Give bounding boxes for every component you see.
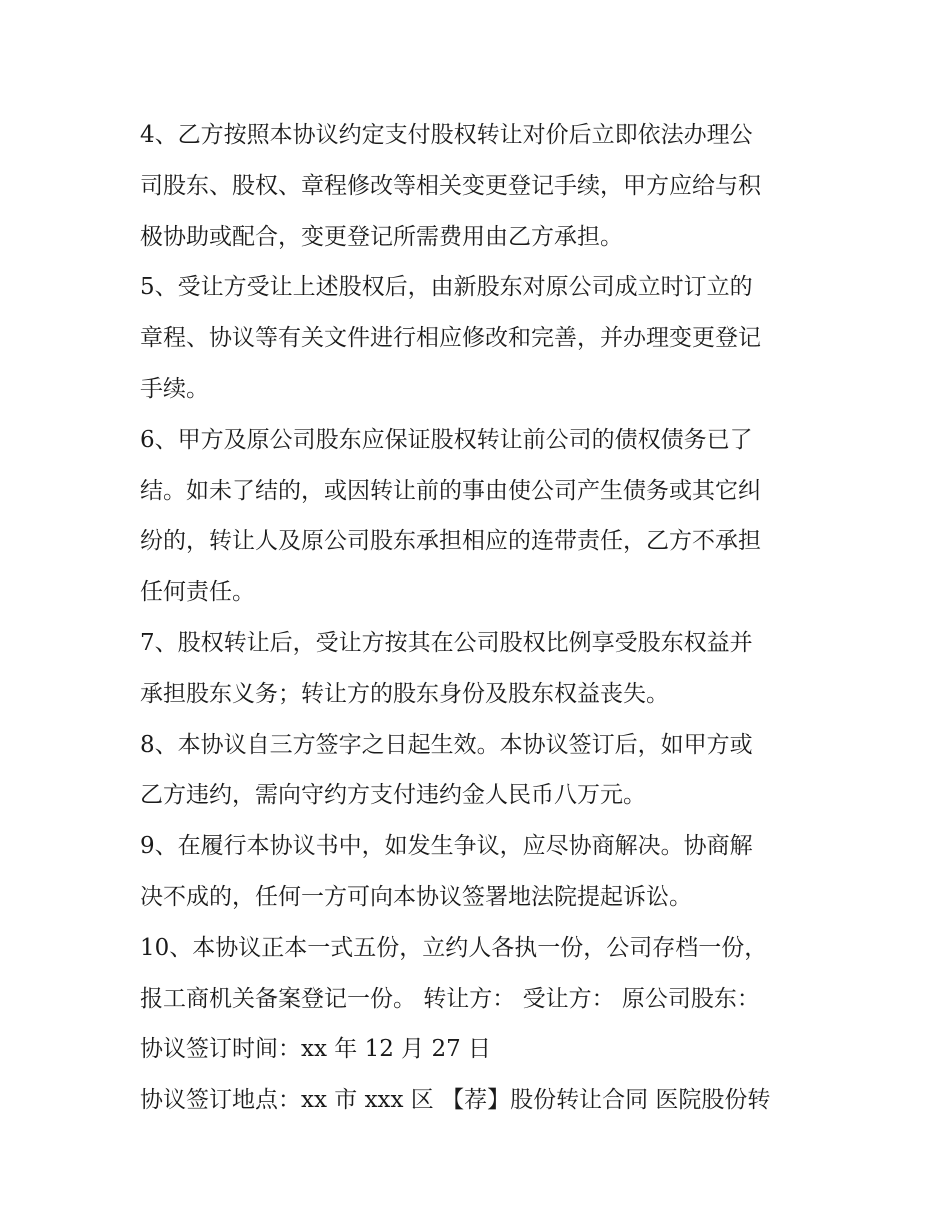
text-line: 10、本协议正本一式五份，立约人各执一份，公司存档一份， xyxy=(140,934,768,961)
text-line: 报工商机关备案登记一份。 转让方： 受让方： 原公司股东： xyxy=(140,985,760,1012)
document-body xyxy=(140,110,820,1126)
text-line: 9、在履行本协议书中，如发生争议，应尽协商解决。协商解 xyxy=(140,833,753,860)
text-line: 司股东、股权、章程修改等相关变更登记手续，甲方应给与积 xyxy=(140,172,761,199)
text-line: 手续。 xyxy=(140,375,209,402)
text-line: 结。如未了结的，或因转让前的事由使公司产生债务或其它纠 xyxy=(140,477,761,504)
text-line: 8、本协议自三方签字之日起生效。本协议签订后，如甲方或 xyxy=(140,731,753,758)
text-line: 极协助或配合，变更登记所需费用由乙方承担。 xyxy=(140,223,623,250)
text-line: 纷的，转让人及原公司股东承担相应的连带责任，乙方不承担 xyxy=(140,528,761,555)
text-line: 7、股权转让后，受让方按其在公司股权比例享受股东权益并 xyxy=(140,629,753,656)
text-line: 任何责任。 xyxy=(140,579,255,606)
text-line: 5、受让方受让上述股权后，由新股东对原公司成立时订立的 xyxy=(140,274,753,301)
text-line: 乙方违约，需向守约方支付违约金人民币八万元。 xyxy=(140,782,646,809)
text-line: 协议签订地点：xx 市 xxx 区 【荐】股份转让合同 医院股份转 xyxy=(140,1087,771,1114)
text-line: 决不成的，任何一方可向本协议签署地法院提起诉讼。 xyxy=(140,883,692,910)
text-line: 4、乙方按照本协议约定支付股权转让对价后立即依法办理公 xyxy=(140,122,753,148)
text-line: 6、甲方及原公司股东应保证股权转让前公司的债权债务已了 xyxy=(140,426,753,453)
text-line: 承担股东义务；转让方的股东身份及股东权益丧失。 xyxy=(140,680,669,707)
text-line: 协议签订时间：xx 年 12 月 27 日 xyxy=(140,1036,492,1063)
text-line: 章程、协议等有关文件进行相应修改和完善，并办理变更登记 xyxy=(140,325,761,352)
